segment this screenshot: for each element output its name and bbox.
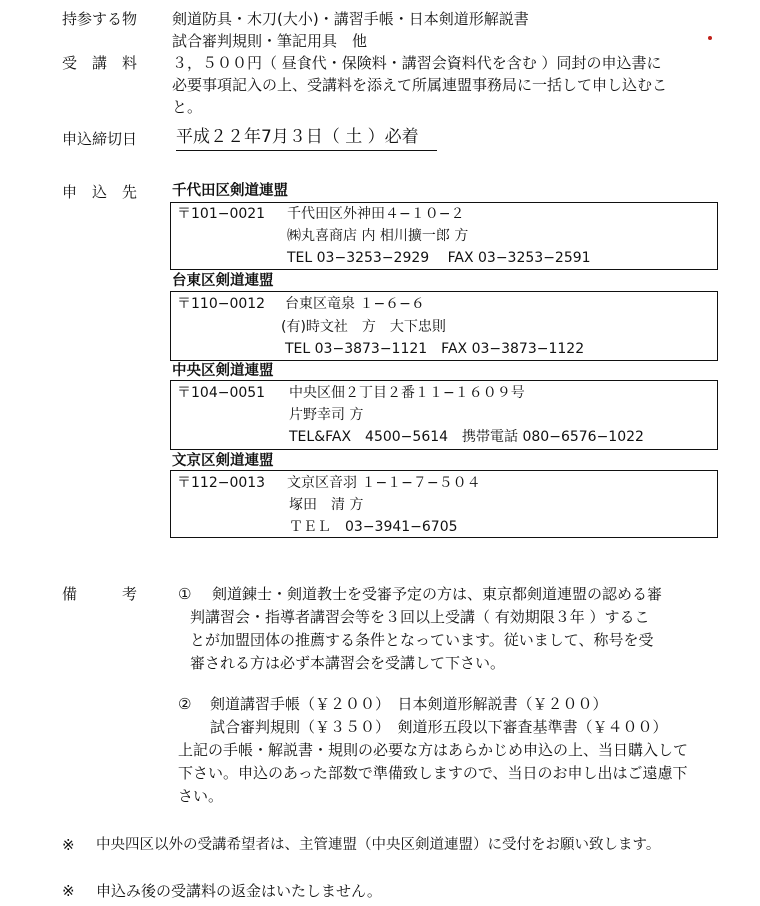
postal-code: 〒104−0051	[177, 385, 266, 401]
footnote-text: 中央四区以外の受講希望者は、主管連盟（中央区剣道連盟）に受付をお願い致します。	[96, 837, 661, 853]
federation-box-chiyoda	[170, 202, 718, 270]
remarks-note2-line3: 上記の手帳・解説書・規則の必要な方はあらかじめ申込の上、当日購入して	[178, 741, 689, 759]
items-line-1: 剣道防具・木刀(大小)・講習手帳・日本剣道形解説書	[172, 10, 529, 28]
phone-fax: TEL&FAX 4500−5614 携帯電話 080−6576−1022	[289, 429, 644, 445]
remarks-label: 備 考	[62, 585, 138, 603]
federation-name-taito: 台東区剣道連盟	[172, 273, 274, 289]
remarks-note1-line1: 剣道錬士・剣道教士を受審予定の方は、東京都剣道連盟の認める審	[212, 585, 663, 603]
remarks-note2-line4: 下さい。申込のあった部数で準備致しますので、当日のお申し出はご遠慮下	[178, 764, 688, 782]
footnote-text: 申込み後の受講料の返金はいたしません。	[96, 882, 382, 900]
contact-name: ㈱丸喜商店 内 相川擴一郎 方	[287, 228, 469, 244]
fee-line-2: 必要事項記入の上、受講料を添えて所属連盟事務局に一括して申し込むこ	[172, 76, 668, 94]
footnote-mark: ※	[62, 882, 75, 900]
fee-label: 受 講 料	[62, 54, 138, 72]
phone-fax: TEL 03−3253−2929 FAX 03−3253−2591	[287, 250, 591, 266]
phone-fax: TEL 03−3873−1121 FAX 03−3873−1122	[285, 341, 585, 357]
phone-fax: ＴＥＬ 03−3941−6705	[289, 519, 458, 535]
remarks-note1-line4: 審される方は必ず本講習会を受講して下さい。	[190, 654, 506, 672]
federation-name-bunkyo: 文京区剣道連盟	[172, 453, 274, 469]
postal-code: 〒101−0021	[177, 206, 266, 222]
federation-name-chuo: 中央区剣道連盟	[172, 363, 274, 379]
remarks-note1-line3: とが加盟団体の推薦する条件となっています。従いまして、称号を受	[190, 631, 654, 649]
contact-name: 塚田 清 方	[289, 497, 364, 513]
fee-line-3: と。	[172, 98, 203, 116]
federation-box-bunkyo	[170, 470, 718, 538]
fee-line-1: ３，５００円（ 昼食代・保険料・講習会資料代を含む ）同封の申込書に	[172, 54, 662, 72]
remarks-note1-marker: ①	[178, 585, 192, 603]
contact-name: (有)時文社 方 大下忠則	[281, 319, 446, 335]
items-line-2: 試合審判規則・筆記用具 他	[172, 32, 368, 50]
deadline-value: 平成２２年7月３日（ 土 ）必着	[176, 124, 437, 151]
footnote-mark: ※	[62, 836, 75, 854]
remarks-note2-marker: ②	[178, 695, 192, 713]
address: 千代田区外神田４−１０−２	[287, 206, 465, 222]
remarks-note2-line5: さい。	[178, 787, 224, 805]
destination-label: 申 込 先	[62, 183, 138, 201]
remarks-note2-line1: 剣道講習手帳（￥２００） 日本剣道形解説書（￥２００）	[210, 695, 608, 713]
remarks-note2-line2: 試合審判規則（￥３５０） 剣道形五段以下審査基準書（￥４００）	[210, 718, 668, 736]
postal-code: 〒110−0012	[177, 296, 266, 312]
deadline-label: 申込締切日	[62, 130, 138, 148]
federation-box-taito	[170, 291, 718, 361]
items-label: 持参する物	[62, 10, 138, 28]
federation-box-chuo	[170, 380, 718, 450]
remarks-note1-line2: 判講習会・指導者講習会等を３回以上受講（ 有効期限３年 ）するこ	[190, 608, 650, 626]
address: 文京区音羽 １−１−７−５０４	[287, 475, 481, 491]
address: 台東区竜泉 １−６−６	[285, 296, 425, 312]
contact-name: 片野幸司 方	[289, 407, 364, 423]
postal-code: 〒112−0013	[177, 475, 266, 491]
red-dot-mark	[708, 36, 712, 40]
address: 中央区佃２丁目２番１１−１６０９号	[289, 385, 525, 401]
federation-name-chiyoda: 千代田区剣道連盟	[172, 183, 288, 199]
